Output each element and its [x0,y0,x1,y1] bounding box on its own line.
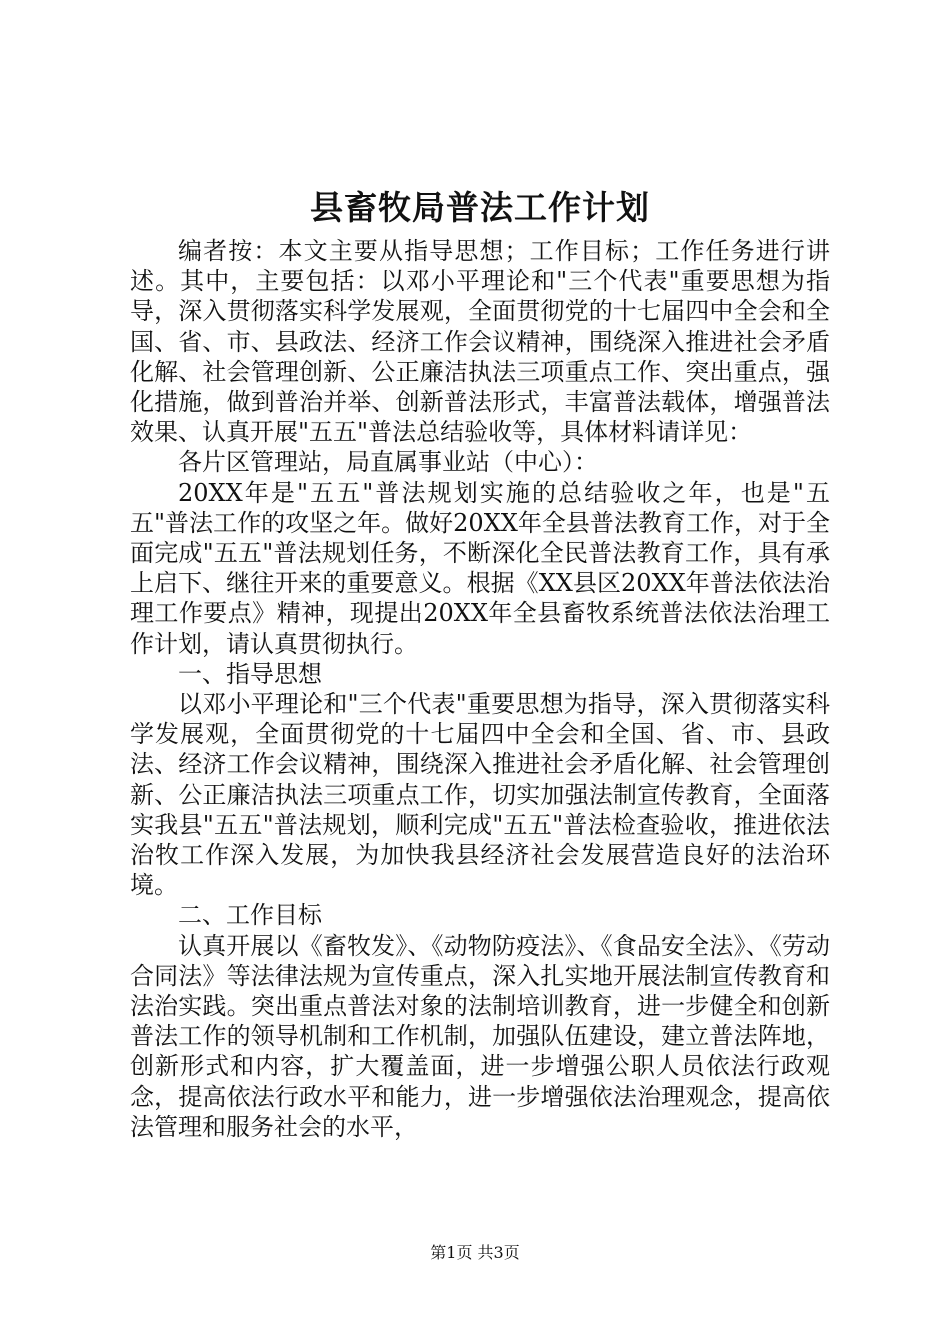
section-heading-guiding-ideology: 一、指导思想 [178,659,322,688]
page-footer: 第1页 共3页 [430,1243,520,1262]
intro-paragraph: 20XX年是"五五"普法规划实施的总结验收之年，也是"五五"普法工作的攻坚之年。做好20XX年全县普法教育工作，对于全面完成"五五"普法规划任务，不断深化全民普法教育工作，具有承上启下、继往开来的重要意义。根据《XX县区20XX年普法依法治理工作要点》精神，现提出20XX年全县畜牧系统普法依法治理工作计划，请认真贯彻执行。 [130,478,830,658]
section-heading-work-goals: 二、工作目标 [178,901,322,930]
guiding-ideology-paragraph: 以邓小平理论和"三个代表"重要思想为指导，深入贯彻落实科学发展观，全面贯彻党的十七届四中全会和全国、省、市、县政法、经济工作会议精神，围绕深入推进社会矛盾化解、社会管理创新、公正廉洁执法三项重点工作，切实加强法制宣传教育，全面落实我县"五五"普法规划，顺利完成"五五"普法检查验收，推进依法治牧工作深入发展，为加快我县经济社会发展营造良好的法治环境。 [130,690,830,900]
document-title: 县畜牧局普法工作计划 [310,188,650,227]
document-body [130,236,830,1142]
editor-note-paragraph: 编者按：本文主要从指导思想；工作目标；工作任务进行讲述。其中，主要包括：以邓小平理论和"三个代表"重要思想为指导，深入贯彻落实科学发展观，全面贯彻党的十七届四中全会和全国、省、市、县政法、经济工作会议精神，围绕深入推进社会矛盾化解、社会管理创新、公正廉洁执法三项重点工作、突出重点，强化措施，做到普治并举、创新普法形式，丰富普法载体，增强普法效果、认真开展"五五"普法总结验收等，具体材料请详见： [130,237,830,447]
salutation-paragraph: 各片区管理站，局直属事业站（中心）： [178,448,598,477]
document-page [130,180,830,1142]
work-goals-paragraph: 认真开展以《畜牧发》、《动物防疫法》、《食品安全法》、《劳动合同法》等法律法规为宣传重点，深入扎实地开展法制宣传教育和法治实践。突出重点普法对象的法制培训教育，进一步健全和创新普法工作的领导机制和工作机制，加强队伍建设，建立普法阵地，创新形式和内容，扩大覆盖面，进一步增强公职人员依法行政观念，提高依法行政水平和能力，进一步增强依法治理观念，提高依法管理和服务社会的水平， [130,931,830,1141]
